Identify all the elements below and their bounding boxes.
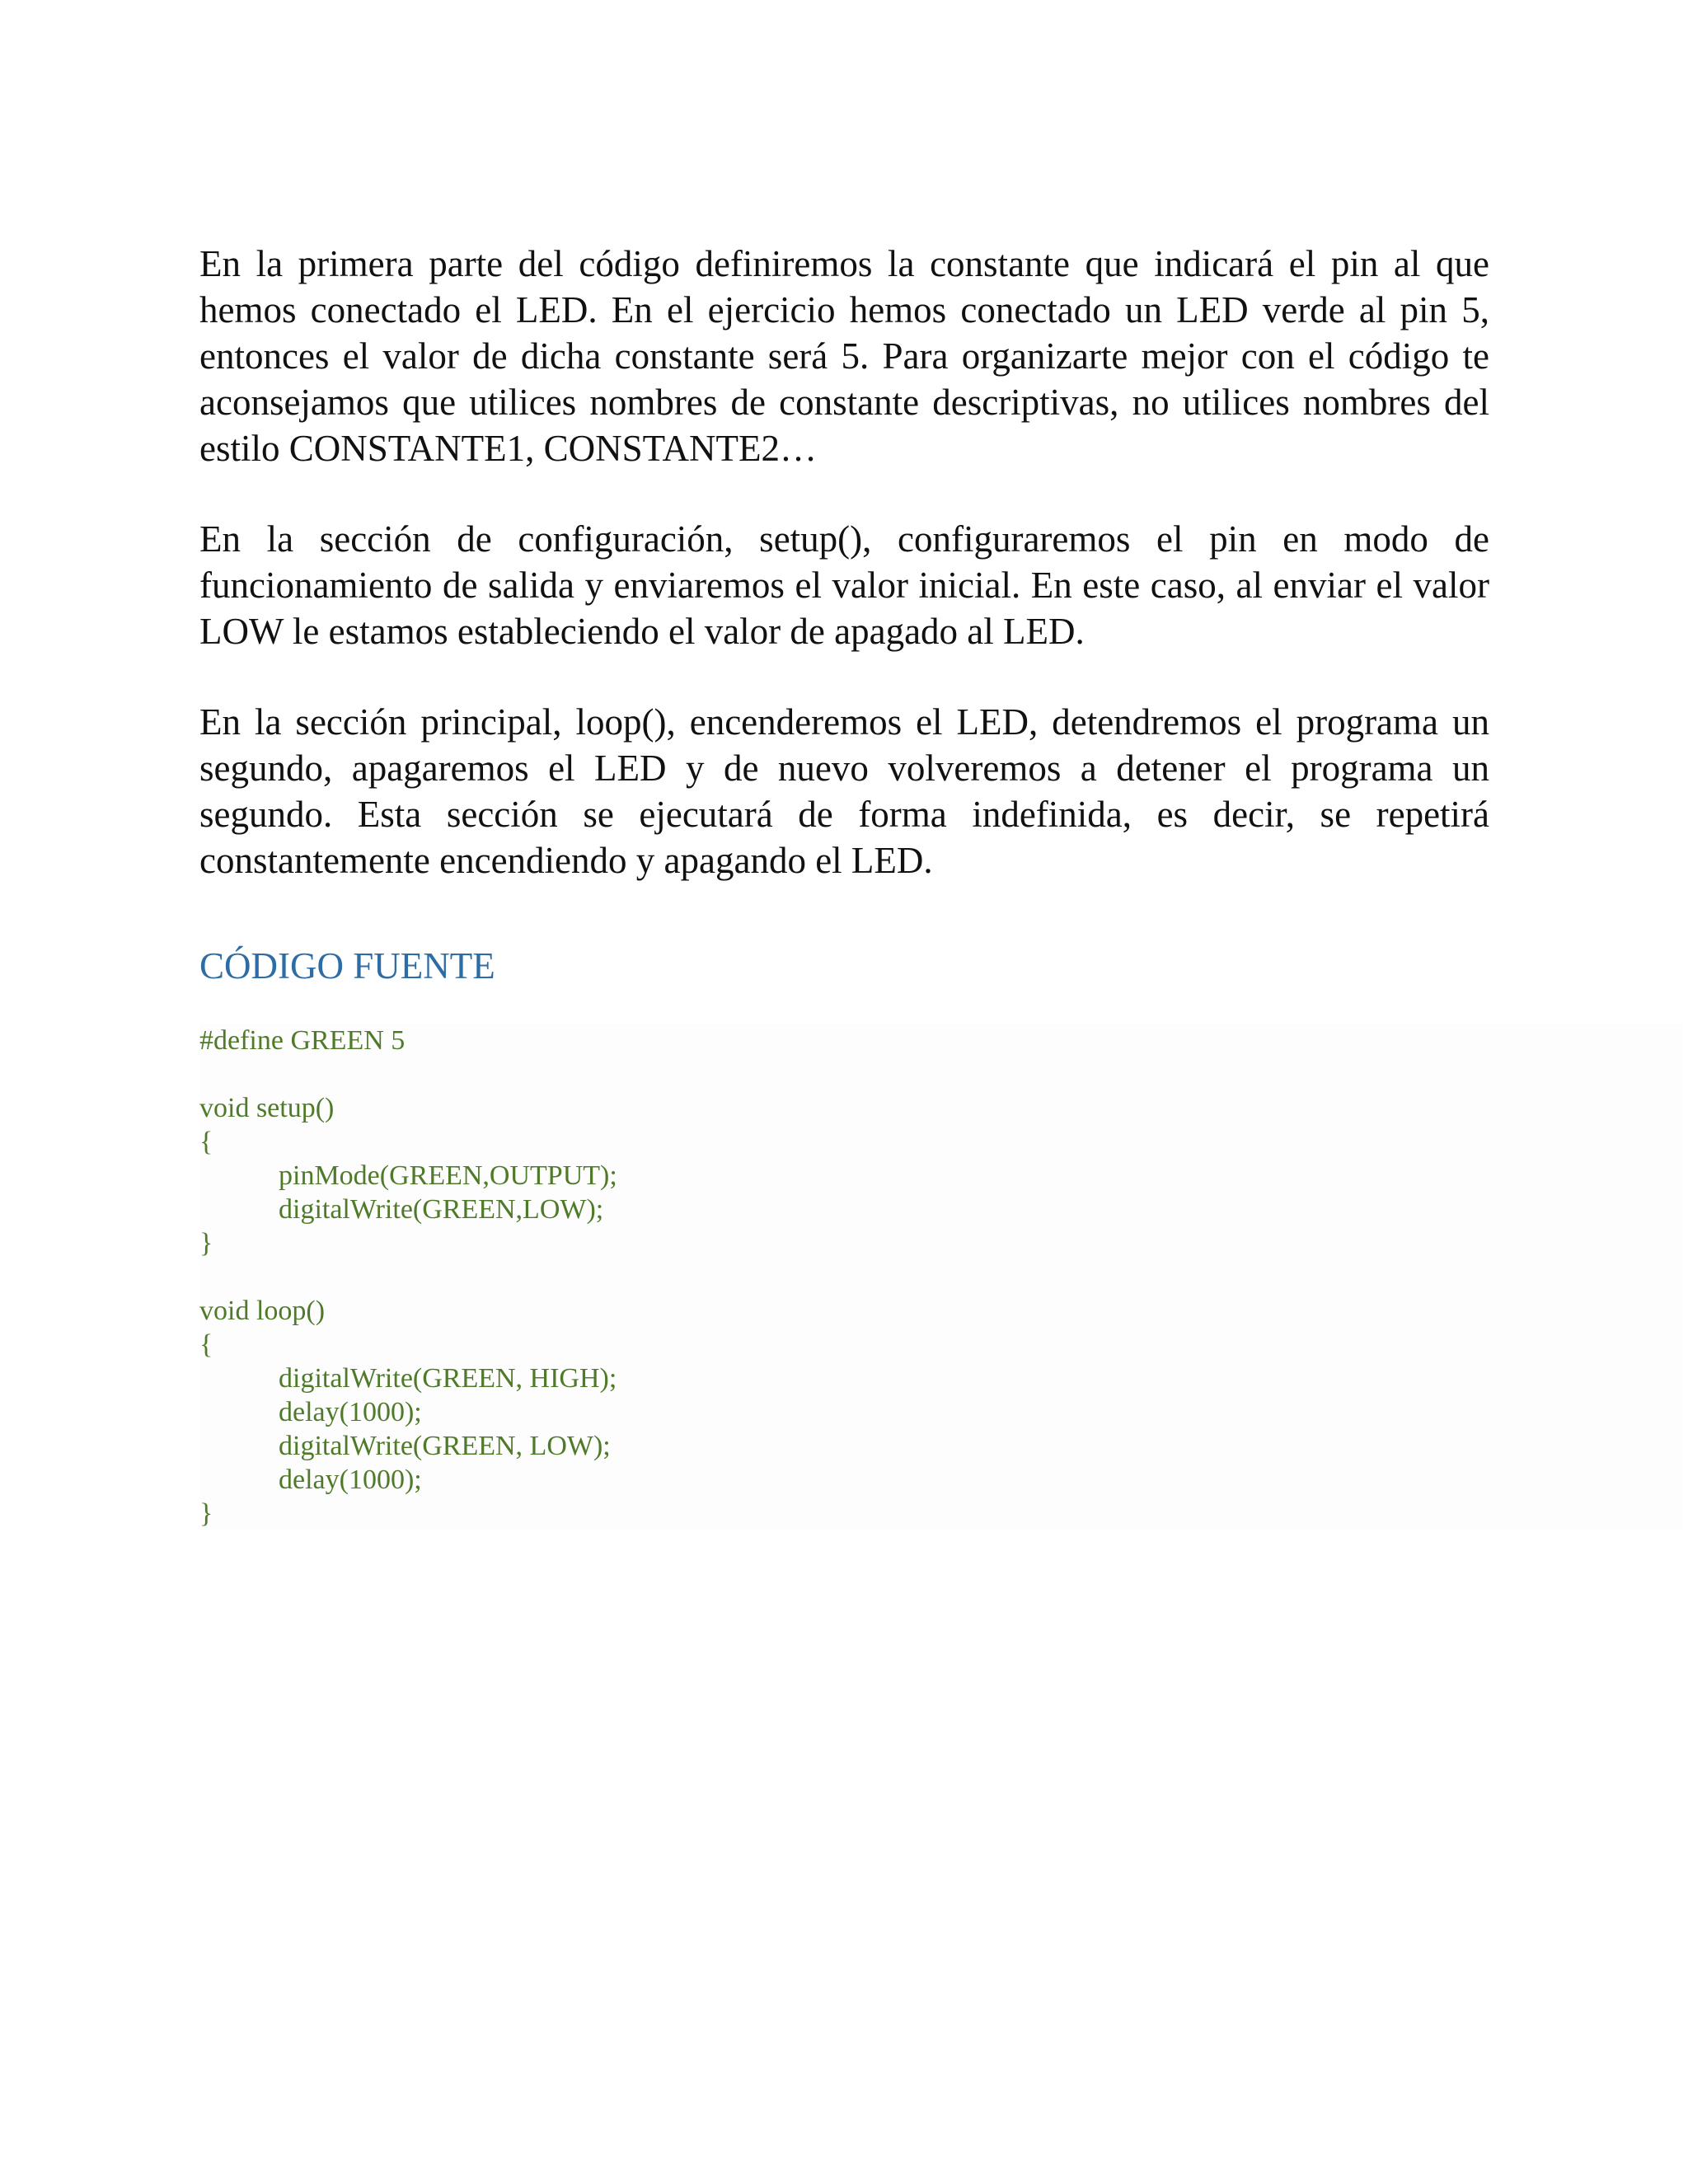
code-line-loop-delay-1: delay(1000); xyxy=(279,1397,422,1427)
code-line-setup-digitalwrite: digitalWrite(GREEN,LOW); xyxy=(279,1194,604,1225)
section-heading-source-code: CÓDIGO FUENTE xyxy=(199,945,495,987)
source-code-block xyxy=(199,1024,1683,1530)
code-line-setup-close-brace: } xyxy=(199,1228,213,1258)
paragraph-setup-section: En la sección de configuración, setup(), configuraremos el pin en modo de funcionamiento de salida y enviaremos el valor inicial. En este caso, al enviar el valor LOW le estamos estableciendo el valor de apagado al LED. xyxy=(199,518,1489,652)
code-line-loop-close-brace: } xyxy=(199,1498,213,1529)
code-line-loop-open-brace: { xyxy=(199,1329,213,1360)
code-blank-line xyxy=(199,1260,1683,1294)
code-line-setup-pinmode: pinMode(GREEN,OUTPUT); xyxy=(279,1160,617,1191)
code-line-setup-signature: void setup() xyxy=(199,1093,335,1123)
code-line-loop-write-high: digitalWrite(GREEN, HIGH); xyxy=(279,1363,617,1394)
code-line-loop-signature: void loop() xyxy=(199,1296,326,1326)
code-line-loop-write-low: digitalWrite(GREEN, LOW); xyxy=(279,1431,611,1461)
code-line-loop-delay-2: delay(1000); xyxy=(279,1465,422,1495)
code-blank-line xyxy=(199,1057,1683,1091)
paragraph-loop-section: En la sección principal, loop(), encenderemos el LED, detendremos el programa un segundo, apagaremos el LED y de nuevo volveremos a detener el programa un segundo. Esta sección se ejecutará de forma indefinida, es decir, se repetirá constantemente encendiendo y apagando el LED. xyxy=(199,701,1489,881)
paragraph-constant-definition: En la primera parte del código definiremos la constante que indicará el pin al que hemos conectado el LED. En el ejercicio hemos conectado un LED verde al pin 5, entonces el valor de dicha constante será 5. Para organizarte mejor con el código te aconsejamos que utilices nombres de constante descriptivas, no utilices nombres del estilo CONSTANTE1, CONSTANTE2… xyxy=(199,243,1489,469)
page-content xyxy=(199,241,1489,1530)
code-line-define: #define GREEN 5 xyxy=(199,1025,406,1056)
code-line-setup-open-brace: { xyxy=(199,1127,213,1157)
